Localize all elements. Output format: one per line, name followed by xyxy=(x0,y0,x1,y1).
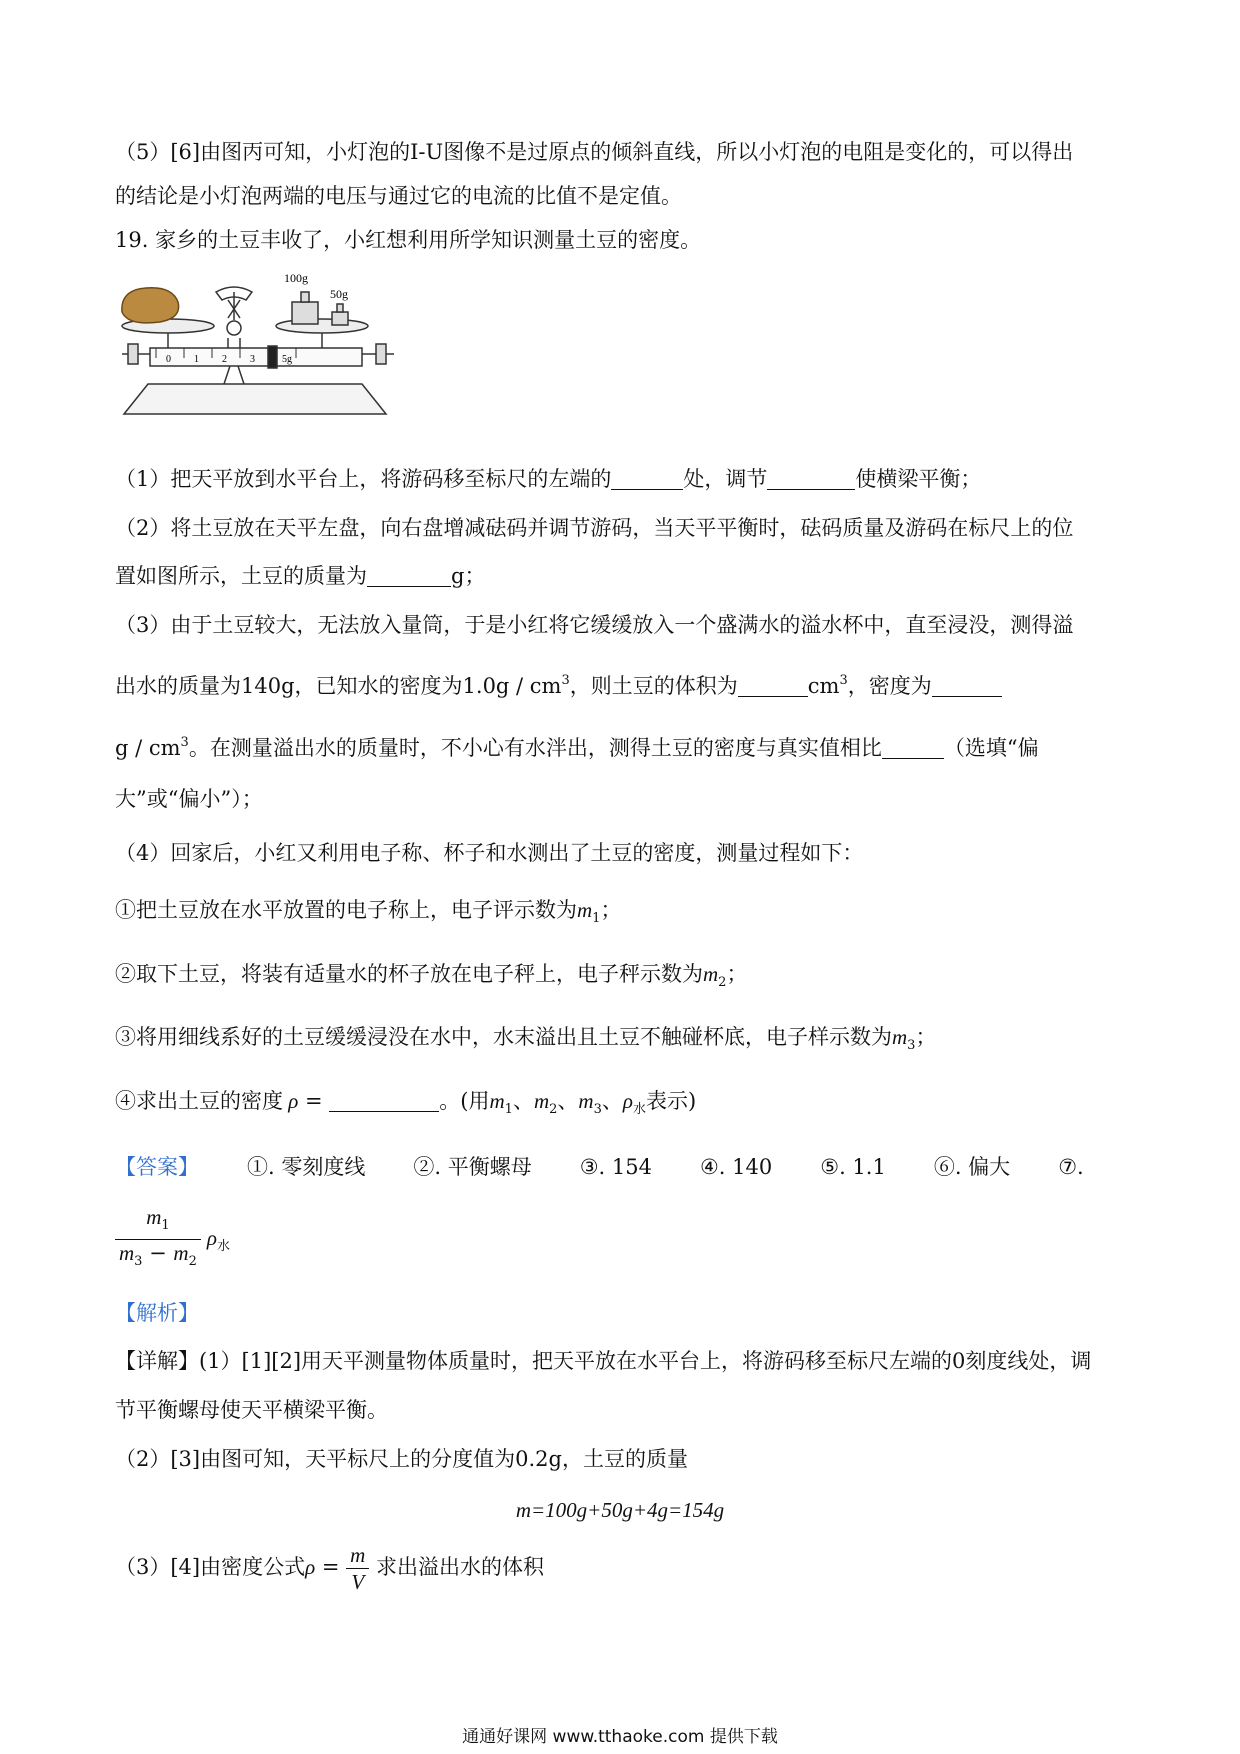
q19-part-3-text-a: 出水的质量为 xyxy=(115,674,241,698)
answer-item-5: ⑤. 1.1 xyxy=(820,1155,886,1179)
analysis-detail-3: （3）[4]由密度公式ρ = $\frac{m}{V}$ 求出溢出水的体积 xyxy=(115,1543,545,1594)
answer-tag: 【答案】 xyxy=(115,1155,199,1179)
analysis-detail-2: （2）[3]由图可知，天平标尺上的分度值为0.2g，土豆的质量 xyxy=(115,1447,688,1471)
q19-part-1-text-a: （1）把天平放到水平台上，将游码移至标尺的左端的 xyxy=(115,467,612,491)
paragraph-5-line-2: 的结论是小灯泡两端的电压与通过它的电流的比值不是定值。 xyxy=(115,184,682,208)
q19-part-3-text-c: ，则土豆的体积为 xyxy=(569,674,738,698)
q19-part-3-text-d: ，密度为 xyxy=(847,674,932,698)
answer-item-2: ②. 平衡螺母 xyxy=(413,1155,532,1179)
step-2-text: ②取下土豆，将装有适量水的杯子放在电子秤上，电子秤示数为 xyxy=(115,962,703,986)
analysis-detail-3-text: （3）[4]由密度公式 xyxy=(115,1555,306,1579)
mass-equation: m=100g+50g+4g=154g xyxy=(515,1498,725,1522)
q19-part-2-line-2 xyxy=(115,561,1135,591)
answer-blank-1[interactable] xyxy=(611,467,683,490)
density-unit: g / cm xyxy=(115,736,181,760)
answer-item-6: ⑥. 偏大 xyxy=(933,1155,1011,1179)
weight-label-50g: 50g xyxy=(330,287,348,301)
question-19-stem: 19. 家乡的土豆丰收了，小红想利用所学知识测量土豆的密度。 xyxy=(115,228,702,252)
scale-tick-5g: 5g xyxy=(282,354,292,365)
scale-tick-3: 3 xyxy=(250,354,255,365)
analysis-detail-3-text-b: 求出溢出水的体积 xyxy=(376,1555,545,1579)
q19-part-4-step-4: ④求出土豆的密度 ρ = 。(用$m_1$、$m_2$、$m_3$、$\rho_水$表示) xyxy=(115,1089,697,1117)
q19-part-3-line-4: 大”或“偏小”）； xyxy=(115,787,263,811)
water-density-value: 1.0g / cm xyxy=(462,674,562,698)
answer-blank-4[interactable] xyxy=(738,674,808,697)
answer-item-4: ④. 140 xyxy=(699,1155,773,1179)
volume-unit: cm xyxy=(807,674,840,698)
step-4-text-c: 表示) xyxy=(645,1089,697,1113)
q19-part-4-intro: （4）回家后，小红又利用电子称、杯子和水测出了土豆的密度，测量过程如下： xyxy=(115,841,864,865)
answer-blank-5[interactable] xyxy=(932,674,1002,697)
scale-tick-1: 1 xyxy=(194,354,199,365)
answer-blank-7[interactable] xyxy=(329,1089,439,1112)
q19-part-2-line-1: （2）将土豆放在天平左盘，向右盘增减砝码并调节游码，当天平平衡时，砝码质量及游码在标尺上的位 xyxy=(115,516,1074,540)
q19-part-1-text-c: 使横梁平衡； xyxy=(855,467,982,491)
scale-tick-2: 2 xyxy=(222,354,227,365)
q19-part-3-text-f: （选填“偏 xyxy=(943,736,1039,760)
q19-part-3-text-e: 。在测量溢出水的质量时，不小心有水泮出，测得土豆的密度与真实值相比 xyxy=(188,736,882,760)
step-4-text-b: 。(用 xyxy=(439,1089,490,1113)
answer-blank-3[interactable] xyxy=(367,564,451,587)
answer-blank-2[interactable] xyxy=(767,467,855,490)
overflow-mass-value: 140g xyxy=(241,674,295,698)
q19-part-2-text: 置如图所示，土豆的质量为 xyxy=(115,564,367,588)
analysis-detail-1b: 节平衡螺母使天平横梁平衡。 xyxy=(115,1398,388,1422)
analysis-tag: 【解析】 xyxy=(115,1301,199,1325)
q19-part-4-step-2: ②取下土豆，将装有适量水的杯子放在电子秤上，电子秤示数为$m_2$； xyxy=(115,962,748,990)
step-4-text: ④求出土豆的密度 xyxy=(115,1089,283,1113)
q19-part-3-line-3: g / $cm^3$。在测量溢出水的质量时，不小心有水泮出，测得土豆的密度与真实值相比 （选填“偏 xyxy=(115,735,1039,760)
answer-line xyxy=(115,1152,1135,1182)
q19-part-4-step-1: ①把土豆放在水平放置的电子称上，电子评示数为$m_1$； xyxy=(115,898,622,926)
q19-part-3-line-1: （3）由于土豆较大，无法放入量筒，于是小红将它缓缓放入一个盛满水的溢水杯中，直至浸没，测得溢 xyxy=(115,613,1074,637)
q19-part-1-text-b: 处，调节 xyxy=(683,467,768,491)
step-3-text: ③将用细线系好的土豆缓缓浸没在水中，水末溢出且土豆不触碰杯底，电子样示数为 xyxy=(115,1025,892,1049)
q19-part-4-step-3: ③将用细线系好的土豆缓缓浸没在水中，水末溢出且土豆不触碰杯底，电子样示数为$m_3$； xyxy=(115,1025,937,1053)
q19-part-1 xyxy=(115,464,1135,494)
footer-source: 通通好课网 www.tthaoke.com 提供下载 xyxy=(462,1727,778,1747)
answer-item-3: ③. 154 xyxy=(579,1155,652,1179)
answer-formula: $\frac{m_1}{m_3 - m_2}$ $\rho_水$ xyxy=(115,1204,1135,1275)
q19-part-3-line-2: 出水的质量为140g，已知水的密度为$1.0g / cm^3$，则土豆的体积为 $cm^3$，密度为 xyxy=(115,666,1135,701)
q19-part-2-unit: g； xyxy=(451,564,486,588)
paragraph-5-line-1: （5）[6]由图丙可知，小灯泡的I-U图像不是过原点的倾斜直线，所以小灯泡的电阻是变化的，可以得出 xyxy=(115,140,1074,164)
balance-scale-figure xyxy=(112,268,412,440)
answer-blank-6[interactable] xyxy=(882,736,944,759)
answer-item-7: ⑦. xyxy=(1058,1155,1084,1179)
weight-label-100g: 100g xyxy=(284,271,308,285)
step-1-text: ①把土豆放在水平放置的电子称上，电子评示数为 xyxy=(115,898,577,922)
answer-item-1: ①. 零刻度线 xyxy=(247,1155,366,1179)
scale-tick-0: 0 xyxy=(166,354,171,365)
analysis-detail-1a: 【详解】(1）[1][2]用天平测量物体质量时，把天平放在水平台上，将游码移至标尺左端的0刻度线处，调 xyxy=(115,1349,1092,1373)
q19-part-3-text-b: ，已知水的密度为 xyxy=(294,674,463,698)
